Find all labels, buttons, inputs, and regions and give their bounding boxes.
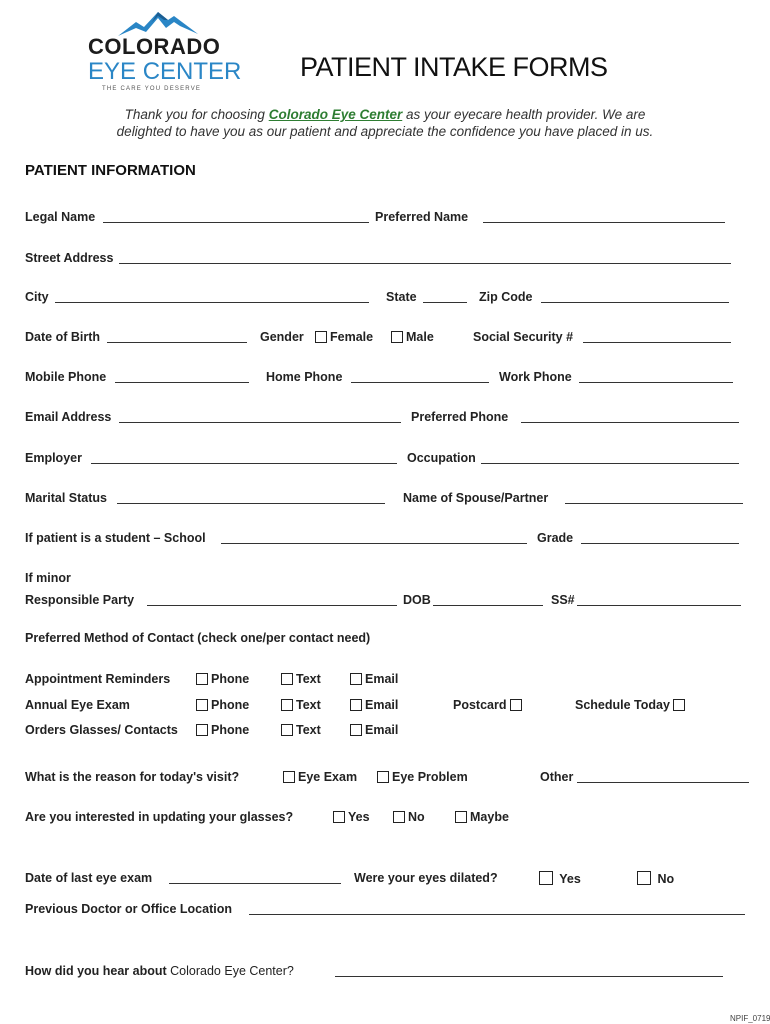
state-label: State	[386, 290, 417, 304]
orders-email-checkbox[interactable]	[350, 724, 362, 736]
zip-field[interactable]	[541, 290, 729, 303]
email-label-opt: Email	[365, 672, 399, 686]
schedule-checkbox[interactable]	[673, 699, 685, 711]
school-field[interactable]	[221, 531, 527, 544]
dob-label: Date of Birth	[25, 330, 100, 344]
visit-question: What is the reason for today's visit?	[25, 770, 240, 784]
appointment-label: Appointment Reminders	[25, 672, 171, 686]
glasses-yes-option[interactable]	[333, 810, 370, 824]
appointment-phone[interactable]	[196, 672, 249, 686]
logo-tagline: THE CARE YOU DESERVE	[102, 86, 202, 92]
female-option[interactable]	[315, 330, 373, 344]
employer-field[interactable]	[91, 451, 397, 464]
glasses-question: Are you interested in updating your glasses?	[25, 810, 294, 824]
dilated-label: Were your eyes dilated?	[354, 871, 498, 885]
eye-problem-checkbox[interactable]	[377, 771, 389, 783]
legal-name-label: Legal Name	[25, 210, 96, 224]
preferred-phone-field[interactable]	[521, 410, 739, 423]
city-field[interactable]	[55, 290, 369, 303]
street-label: Street Address	[25, 251, 114, 265]
gender-label: Gender	[260, 330, 304, 344]
minor-dob-label: DOB	[403, 593, 431, 607]
minor-ss-field[interactable]	[577, 593, 741, 606]
postcard-checkbox[interactable]	[510, 699, 522, 711]
intro-line2: delighted to have you as our patient and appreciate the confidence you have placed in us.	[116, 124, 654, 139]
preferred-name-field[interactable]	[483, 210, 725, 223]
minor-label: If minor	[25, 571, 71, 585]
appointment-email[interactable]	[350, 672, 398, 686]
hear-field[interactable]	[335, 964, 723, 977]
glasses-no-option[interactable]	[393, 810, 425, 824]
eye-problem-option[interactable]	[377, 770, 468, 784]
occupation-label: Occupation	[407, 451, 476, 465]
occupation-field[interactable]	[481, 451, 739, 464]
annual-phone-checkbox[interactable]	[196, 699, 208, 711]
annual-label: Annual Eye Exam	[25, 698, 130, 712]
email-field[interactable]	[119, 410, 401, 423]
home-field[interactable]	[351, 370, 489, 383]
hear-normal: Colorado Eye Center?	[170, 964, 294, 978]
schedule-label: Schedule Today	[575, 698, 670, 712]
grade-label: Grade	[537, 531, 574, 545]
preferred-name-label: Preferred Name	[375, 210, 469, 224]
logo-colorado: COLORADO	[88, 34, 221, 59]
intro-brand: Colorado Eye Center	[268, 107, 403, 122]
postcard-label: Postcard	[453, 698, 507, 712]
responsible-field[interactable]	[147, 593, 397, 606]
male-option[interactable]	[391, 330, 434, 344]
orders-text[interactable]	[281, 723, 321, 737]
text-label: Text	[296, 698, 321, 712]
eye-exam-option[interactable]	[283, 770, 357, 784]
phone-label: Phone	[211, 723, 250, 737]
previous-doctor-label: Previous Doctor or Office Location	[25, 902, 232, 916]
zip-label: Zip Code	[479, 290, 533, 304]
phone-label: Phone	[211, 672, 250, 686]
other-label: Other	[540, 770, 574, 784]
annual-phone[interactable]	[196, 698, 249, 712]
orders-phone[interactable]	[196, 723, 249, 737]
glasses-maybe-option[interactable]	[455, 810, 509, 824]
employer-label: Employer	[25, 451, 82, 465]
annual-text[interactable]	[281, 698, 321, 712]
logo-eye-center: EYE CENTER	[88, 58, 242, 85]
eye-exam-checkbox[interactable]	[283, 771, 295, 783]
email-label-opt: Email	[365, 723, 399, 737]
postcard-option[interactable]	[453, 698, 525, 712]
glasses-no-checkbox[interactable]	[393, 811, 405, 823]
text-label: Text	[296, 672, 321, 686]
previous-doctor-field[interactable]	[249, 902, 745, 915]
annual-text-checkbox[interactable]	[281, 699, 293, 711]
contact-heading-text: Preferred Method of Contact (check one/per contact need)	[25, 631, 371, 645]
annual-email-checkbox[interactable]	[350, 699, 362, 711]
female-label: Female	[330, 330, 374, 344]
orders-label: Orders Glasses/ Contacts	[25, 723, 178, 737]
appointment-phone-checkbox[interactable]	[196, 673, 208, 685]
dob-field[interactable]	[107, 330, 247, 343]
intro-before: Thank you for choosing	[124, 107, 269, 122]
phone-label: Phone	[211, 698, 250, 712]
eye-exam-label: Eye Exam	[298, 770, 358, 784]
dilated-yes-option[interactable]	[539, 871, 581, 886]
marital-label: Marital Status	[25, 491, 107, 505]
orders-text-checkbox[interactable]	[281, 724, 293, 736]
work-label: Work Phone	[499, 370, 572, 384]
section-patient-information: PATIENT INFORMATION	[25, 162, 196, 179]
dilated-yes-label: Yes	[559, 872, 581, 886]
annual-email[interactable]	[350, 698, 398, 712]
schedule-option[interactable]	[575, 698, 688, 712]
footer-code: NPIF_0719	[730, 1014, 770, 1023]
mobile-label: Mobile Phone	[25, 370, 107, 384]
grade-field[interactable]	[581, 531, 739, 544]
hear-bold: How did you hear about	[25, 964, 171, 978]
legal-name-field[interactable]	[103, 210, 369, 223]
responsible-label: Responsible Party	[25, 593, 135, 607]
orders-email[interactable]	[350, 723, 398, 737]
intro-text	[25, 106, 745, 140]
intro-after: as your eyecare health provider. We are	[402, 107, 646, 122]
preferred-phone-label: Preferred Phone	[411, 410, 509, 424]
dilated-no-checkbox[interactable]	[637, 871, 651, 885]
student-label: If patient is a student – School	[25, 531, 206, 545]
glasses-maybe-label: Maybe	[470, 810, 509, 824]
dilated-yes-checkbox[interactable]	[539, 871, 553, 885]
state-field[interactable]	[423, 290, 467, 303]
last-exam-field[interactable]	[169, 871, 341, 884]
work-field[interactable]	[579, 370, 733, 383]
male-checkbox[interactable]	[391, 331, 403, 343]
orders-phone-checkbox[interactable]	[196, 724, 208, 736]
last-exam-label: Date of last eye exam	[25, 871, 153, 885]
glasses-maybe-checkbox[interactable]	[455, 811, 467, 823]
marital-field[interactable]	[117, 491, 385, 504]
glasses-yes-checkbox[interactable]	[333, 811, 345, 823]
appointment-email-checkbox[interactable]	[350, 673, 362, 685]
email-label-opt: Email	[365, 698, 399, 712]
female-checkbox[interactable]	[315, 331, 327, 343]
text-label: Text	[296, 723, 321, 737]
glasses-yes-label: Yes	[348, 810, 370, 824]
spouse-label: Name of Spouse/Partner	[403, 491, 549, 505]
ssn-label: Social Security #	[473, 330, 574, 344]
page-title: PATIENT INTAKE FORMS	[300, 52, 608, 82]
ssn-field[interactable]	[583, 330, 731, 343]
mobile-field[interactable]	[115, 370, 249, 383]
appointment-text[interactable]	[281, 672, 321, 686]
minor-ss-label: SS#	[551, 593, 575, 607]
other-field[interactable]	[577, 770, 749, 783]
glasses-no-label: No	[408, 810, 425, 824]
eye-problem-label: Eye Problem	[392, 770, 468, 784]
male-label: Male	[406, 330, 434, 344]
email-label: Email Address	[25, 410, 112, 424]
street-field[interactable]	[119, 251, 731, 264]
spouse-field[interactable]	[565, 491, 743, 504]
appointment-text-checkbox[interactable]	[281, 673, 293, 685]
hear-label	[25, 964, 294, 978]
dilated-no-option[interactable]	[637, 871, 674, 886]
dilated-no-label: No	[657, 872, 675, 886]
minor-dob-field[interactable]	[433, 593, 543, 606]
home-label: Home Phone	[266, 370, 343, 384]
city-label: City	[25, 290, 49, 304]
